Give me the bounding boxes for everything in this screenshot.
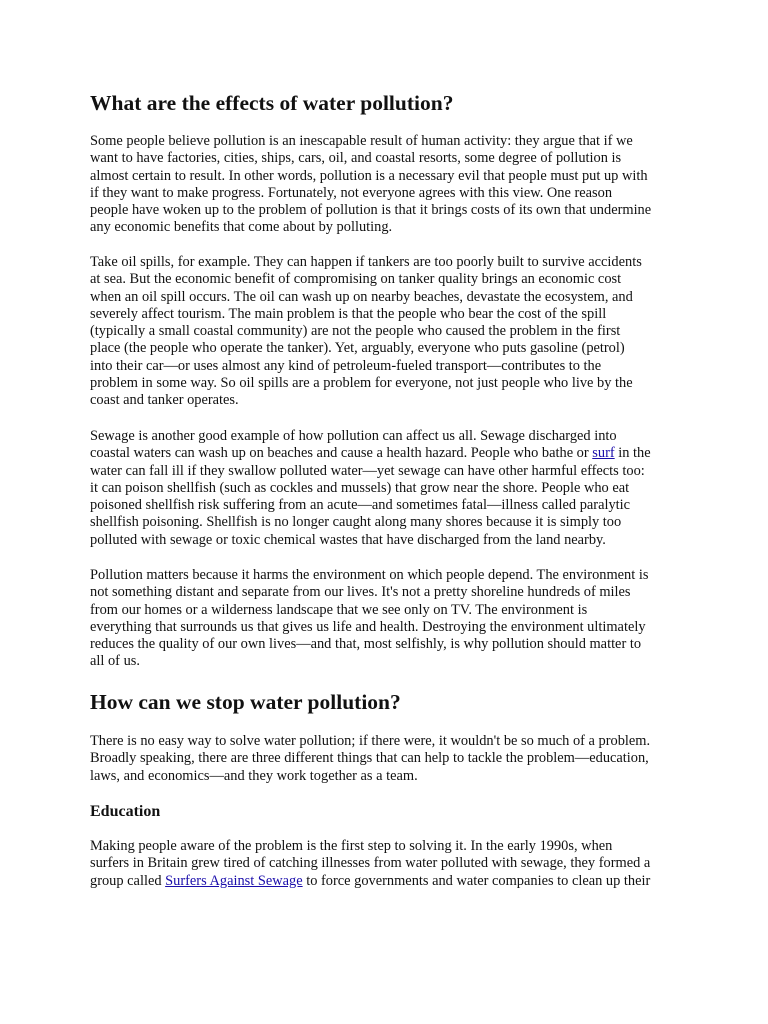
text-line: Take oil spills, for example. They can happen if tankers are too poorly built to survive accidents: [90, 254, 642, 270]
text-fragment: to force governments and water companies to clean up their: [302, 872, 651, 889]
text-line: Sewage is another good example of how pollution can affect us all. Sewage discharged into: [90, 428, 617, 444]
text-line: people have woken up to the problem of pollution is that it brings costs of its own that undermine: [90, 202, 652, 219]
text-line: Broadly speaking, there are three different things that can help to tackle the problem—education,: [90, 750, 649, 767]
text-line: everything that surrounds us that gives us life and health. Destroying the environment ultimately: [90, 618, 646, 635]
text-line: severely affect tourism. The main problem is that the people who bear the cost of the spill: [90, 305, 607, 322]
text-line: poisoned shellfish risk suffering from an acute—and sometimes fatal—illness called paralytic: [90, 497, 631, 514]
surf-link[interactable]: surf: [592, 445, 615, 462]
text-line: [90, 873, 690, 890]
paragraph-3: [90, 428, 690, 549]
text-line: shellfish poisoning. Shellfish is no longer caught along many shores because it is simply too: [90, 514, 622, 531]
text-line: want to have factories, cities, ships, cars, oil, and coastal resorts, some degree of pollution is: [90, 150, 622, 167]
surfers-against-sewage-link[interactable]: Surfers Against Sewage: [165, 872, 303, 889]
subheading-education: Education: [90, 803, 161, 820]
text-line: into their car—or uses almost any kind of petroleum-fueled transport—contributes to the: [90, 357, 602, 374]
text-line: not something distant and separate from our lives. It's not a pretty shoreline hundreds of miles: [90, 584, 631, 601]
text-line: if they want to make progress. Fortunately, not everyone agrees with this view. One reason: [90, 184, 613, 201]
text-line: from our homes or a wilderness landscape that we see only on TV. The environment is: [90, 601, 588, 618]
paragraph-5: [90, 733, 690, 785]
text-line: place (the people who operate the tanker). Yet, arguably, everyone who puts gasoline (petrol): [90, 340, 625, 357]
text-line: Some people believe pollution is an inescapable result of human activity: they argue that if we: [90, 133, 633, 149]
text-line: (typically a small coastal community) are not the people who caused the problem in the first: [90, 323, 621, 340]
text-line: [90, 445, 690, 462]
paragraph-2: [90, 254, 690, 410]
text-line: water can fall ill if they swallow polluted water—yet sewage can have other harmful effects too:: [90, 462, 645, 479]
paragraph-1: [90, 133, 690, 237]
text-line: almost certain to result. In other words, pollution is a necessary evil that people must put up with: [90, 167, 648, 184]
text-line: at sea. But the economic benefit of compromising on tanker quality brings an economic cost: [90, 271, 622, 288]
text-line: all of us.: [90, 653, 140, 670]
text-fragment: in the: [614, 445, 651, 462]
text-line: laws, and economics—and they work together as a team.: [90, 767, 418, 784]
text-fragment: coastal waters can wash up on beaches and cause a health hazard. People who bathe or: [90, 445, 593, 462]
text-line: polluted with sewage or toxic chemical wastes that have discharged from the land nearby.: [90, 531, 606, 548]
text-line: it can poison shellfish (such as cockles and mussels) that grow near the shore. People who eat: [90, 479, 630, 496]
text-line: problem in some way. So oil spills are a problem for everyone, not just people who live by the: [90, 375, 633, 392]
text-line: coast and tanker operates.: [90, 392, 239, 409]
text-line: Pollution matters because it harms the environment on which people depend. The environment is: [90, 567, 649, 583]
text-line: when an oil spill occurs. The oil can wash up on nearby beaches, devastate the ecosystem, and: [90, 288, 633, 305]
text-line: any economic benefits that come about by polluting.: [90, 219, 393, 236]
paragraph-6: [90, 838, 690, 890]
paragraph-4: [90, 567, 690, 671]
text-line: reduces the quality of our own lives—and that, most selfishly, is why pollution should matter to: [90, 636, 642, 653]
text-line: surfers in Britain grew tired of catching illnesses from water polluted with sewage, they formed a: [90, 855, 651, 872]
text-fragment: group called: [90, 872, 166, 889]
text-line: There is no easy way to solve water pollution; if there were, it wouldn't be so much of a problem.: [90, 733, 651, 749]
text-line: Making people aware of the problem is the first step to solving it. In the early 1990s, when: [90, 838, 613, 854]
heading-effects: What are the effects of water pollution?: [90, 91, 454, 115]
heading-stop-pollution: How can we stop water pollution?: [90, 690, 401, 714]
